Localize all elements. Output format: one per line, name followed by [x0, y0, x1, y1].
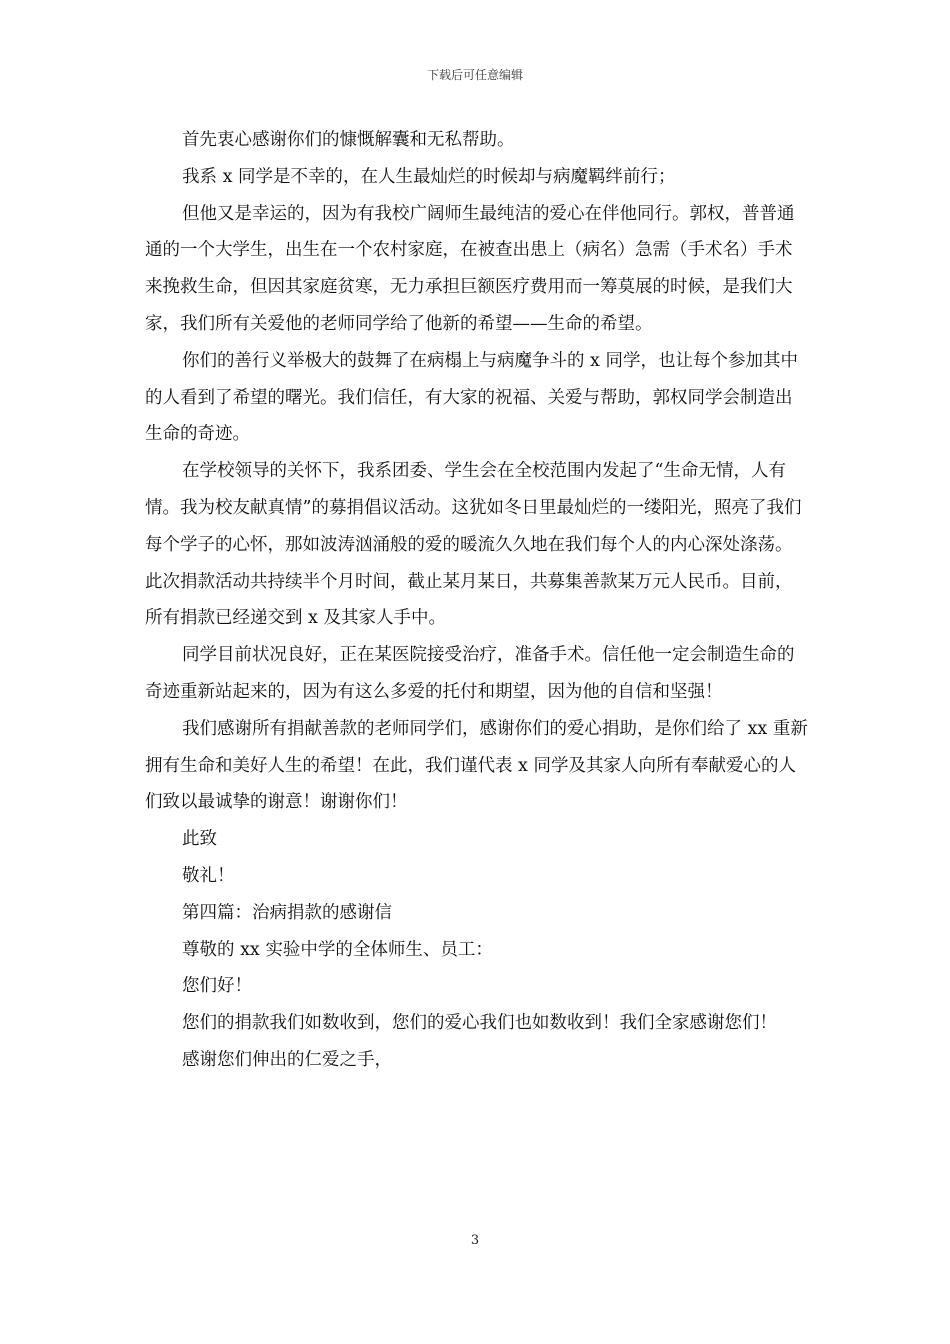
paragraph: 您们的捐款我们如数收到，您们的爱心我们也如数收到！我们全家感谢您们！	[182, 1013, 777, 1034]
paragraph: 我系 x 同学是不幸的，在人生最灿烂的时候却与病魔羁绊前行；	[182, 166, 676, 187]
paragraph: 感谢您们伸出的仁爱之手，	[182, 1049, 392, 1070]
closing-line: 敬礼！	[182, 865, 235, 886]
document-body	[145, 122, 809, 1079]
section-heading: 第四篇：治病捐款的感谢信	[182, 902, 392, 923]
page-number: 3	[470, 1233, 480, 1248]
paragraph: 你们的善行义举极大的鼓舞了在病榻上与病魔争斗的 x 同学，也让每个参加其中的人看到了希望的曙光。我们信任，有大家的祝福、关爱与帮助，郭权同学会制造出生命的奇迹。	[145, 350, 798, 445]
paragraph: 同学目前状况良好，正在某医院接受治疗，准备手术。信任他一定会制造生命的奇迹重新站起来的，因为有这么多爱的托付和期望，因为他的自信和坚强！	[145, 645, 795, 702]
paragraph: 在学校领导的关怀下，我系团委、学生会在全校范围内发起了“生命无情，人有情。我为校友献真情”的募捐倡议活动。这犹如冬日里最灿烂的一缕阳光，照亮了我们每个学子的心怀，那如波涛汹涌般的爱的暖流久久地在我们每个人的内心深处涤荡。此次捐款活动共持续半个月时间，截止某月某日，共募集善款某万元人民币。目前，所有捐款已经递交到 x 及其家人手中。	[145, 461, 802, 629]
paragraph: 首先衷心感谢你们的慷慨解囊和无私帮助。	[182, 130, 515, 150]
greeting: 您们好！	[182, 976, 252, 997]
closing-line: 此致	[182, 829, 217, 850]
page-header: 下载后可任意编辑	[426, 68, 523, 82]
salutation: 尊敬的 xx 实验中学的全体师生、员工：	[182, 939, 493, 960]
paragraph: 但他又是幸运的，因为有我校广阔师生最纯洁的爱心在伴他同行。郭权，普普通通的一个大学生，出生在一个农村家庭，在被查出患上（病名）急需（手术名）手术来挽救生命，但因其家庭贫寒，无力承担巨额医疗费用而一筹莫展的时候，是我们大家，我们所有关爱他的老师同学给了他新的希望——生命的希望。	[145, 203, 795, 334]
paragraph: 我们感谢所有捐献善款的老师同学们，感谢你们的爱心捐助，是你们给了 xx 重新拥有生命和美好人生的希望！在此，我们谨代表 x 同学及其家人向所有奉献爱心的人们致以最诚挚的谢意！谢谢你们！	[145, 718, 808, 813]
